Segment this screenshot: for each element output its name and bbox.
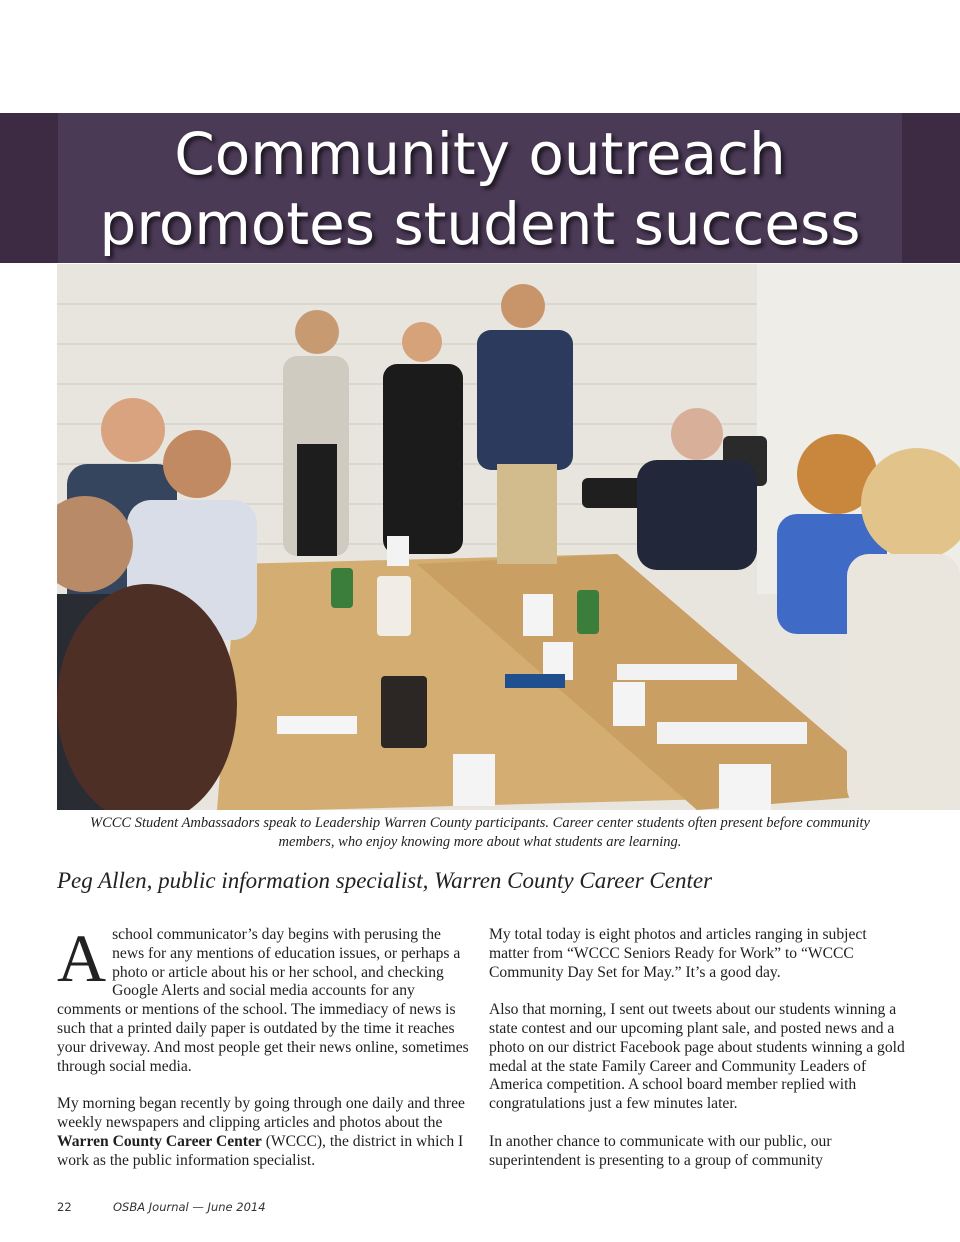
photo-caption: WCCC Student Ambassadors speak to Leadership Warren County participants. Career center students often present before community members, who enjoy knowing more about what students are learning. (90, 815, 870, 850)
article-paragraph: Also that morning, I sent out tweets about our students winning a state contest and our upcoming plant sale, and posted news and a photo on our district Facebook page about students winning a gold medal at the state Family Career and Community Leaders of America competition. A school board member replied with congratulations just a few minutes later. (489, 1001, 905, 1113)
page-footer (57, 1200, 266, 1214)
article-column-right (489, 926, 905, 1189)
article-paragraph (57, 1095, 473, 1170)
page-title-line-1: Community outreach (174, 120, 786, 188)
page-number: 22 (57, 1200, 72, 1214)
page-title (0, 119, 960, 259)
article-text: (WCCC), the district in which I work as the public information specialist. (57, 1132, 464, 1169)
article-paragraph (57, 920, 473, 1076)
school-name-bold: Warren County Career Center (57, 1132, 262, 1150)
article-paragraph-text: school communicator’s day begins with perusing the news for any mentions of education issues, or perhaps a photo or article about his or her school, and checking Google Alerts and social media accounts for any comments or mentions of the school. The immediacy of news is such that a printed daily paper is outdated by the time it reaches your driveway. And most people get their news online, sometimes through social media. (57, 926, 469, 1075)
article-column-left (57, 920, 473, 1189)
article-paragraph: In another chance to communicate with our public, our superintendent is presenting to a group of community (489, 1132, 832, 1169)
article-paragraph: My total today is eight photos and articles ranging in subject matter from “WCCC Seniors Ready for Work” to “WCCC Community Day Set for May.” It’s a good day. (489, 926, 867, 981)
page-title-line-2: promotes student success (99, 190, 861, 258)
drop-cap: A (57, 920, 107, 996)
title-banner (0, 113, 960, 263)
article-text: My morning began recently by going through one daily and three weekly newspapers and clipping articles and photos about the (57, 1095, 465, 1131)
author-byline: Peg Allen, public information specialist, Warren County Career Center (57, 868, 713, 893)
journal-issue: OSBA Journal — June 2014 (113, 1200, 266, 1214)
meeting-photo (57, 264, 960, 810)
